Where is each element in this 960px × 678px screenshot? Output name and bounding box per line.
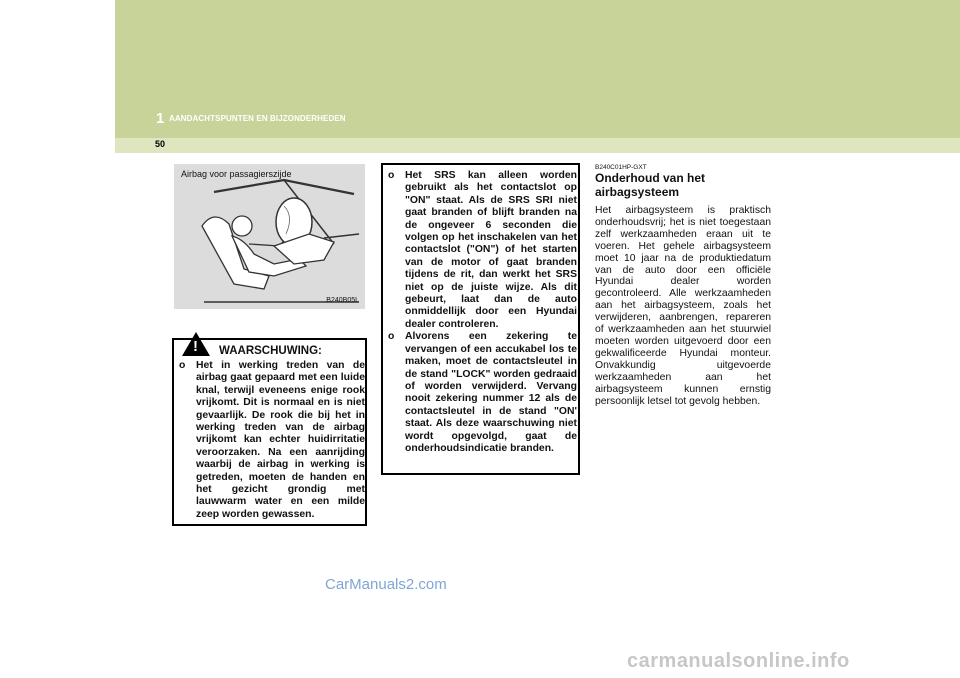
figure-code: B240B05L <box>326 297 359 304</box>
warning-box <box>172 338 367 526</box>
warning-title: WAARSCHUWING: <box>219 345 322 357</box>
section-code: B240C01HP-GXT <box>595 164 647 171</box>
notice-list <box>388 170 577 455</box>
page-number: 50 <box>155 139 166 149</box>
watermark-footer: carmanualsonline.info <box>627 650 850 672</box>
notice-item <box>388 170 577 331</box>
notice-item-text: Het SRS kan alleen worden gebruikt als het contactslot op "ON" staat. Als de SRS SRI niet gaat branden of blijft branden na de ongeveer 6 seconden die volgen op het inschakelen van het contactslot ("ON") of het starten van de motor of gaat branden tijdens de rit, dan werkt het SRS niet op de juiste wijze. Als dit gebeurt, laat dan de auto onmiddellijk door een Hyundai dealer controleren. <box>405 170 577 330</box>
notice-item <box>388 331 577 455</box>
warning-text <box>179 360 365 521</box>
warning-triangle-icon: ! <box>182 332 210 356</box>
airbag-figure <box>174 164 365 309</box>
watermark-link[interactable]: CarManuals2.com <box>325 576 447 593</box>
notice-bullet: o <box>388 331 395 343</box>
maintenance-section <box>595 164 771 407</box>
chapter-number: 1 <box>156 110 165 127</box>
warning-body: Het in werking treden van de airbag gaat gepaard met een luide knal, terwijl eveneens enige rook vrijkomt. Dit is normaal en is niet gevaarlijk. De rook die bij het in werking treden van de airbag vrijkomt kan echter huidirritatie veroorzaken. Na een aanrijding waarbij de airbag in werking is getreden, moeten de handen en het gezicht grondig met lauwwarm water en een milde zeep worden gewassen. <box>196 360 365 520</box>
notice-bullet: o <box>388 170 395 181</box>
figure-caption: Airbag voor passagierszijde <box>181 169 292 179</box>
notice-item-text: Alvorens een zekering te vervangen of een accukabel los te maken, moet de contactsleutel in de stand "LOCK" worden gedraaid of worden verwijderd. Vervang nooit zekering nummer 12 als de contactsleutel in de stand "ON' staat. Als deze waarschuwing niet wordt opgevolgd, gaat de onderhoudsindicatie branden. <box>405 331 577 454</box>
section-title: Onderhoud van het airbagsysteem <box>595 171 706 199</box>
warning-bullet: o <box>179 360 186 371</box>
chapter-title: AANDACHTSPUNTEN EN BIJZONDERHEDEN <box>169 114 346 123</box>
section-body: Het airbagsysteem is praktisch onderhoudsvrij; het is niet toegestaan zelf werkzaamheden eraan uit te voeren. Het gehele airbagsysteem moet 10 jaar na de produktiedatum van de auto door een officiële Hyundai dealer worden gecontroleerd. Alle werkzaamheden aan het airbagsysteem, zoals het verwijderen, aanbrengen, repareren of werkzaamheden aan het stuurwiel moeten worden uitgevoerd door een gekwalificeerde Hyundai monteur. Onvakkundig uitgevoerde werkzaamheden aan het airbagsysteem kunnen ernstig persoonlijk letsel tot gevolg hebben. <box>595 205 771 407</box>
passenger-airbag-illustration <box>174 164 365 309</box>
header-strip <box>115 138 960 153</box>
notice-box <box>381 163 580 475</box>
